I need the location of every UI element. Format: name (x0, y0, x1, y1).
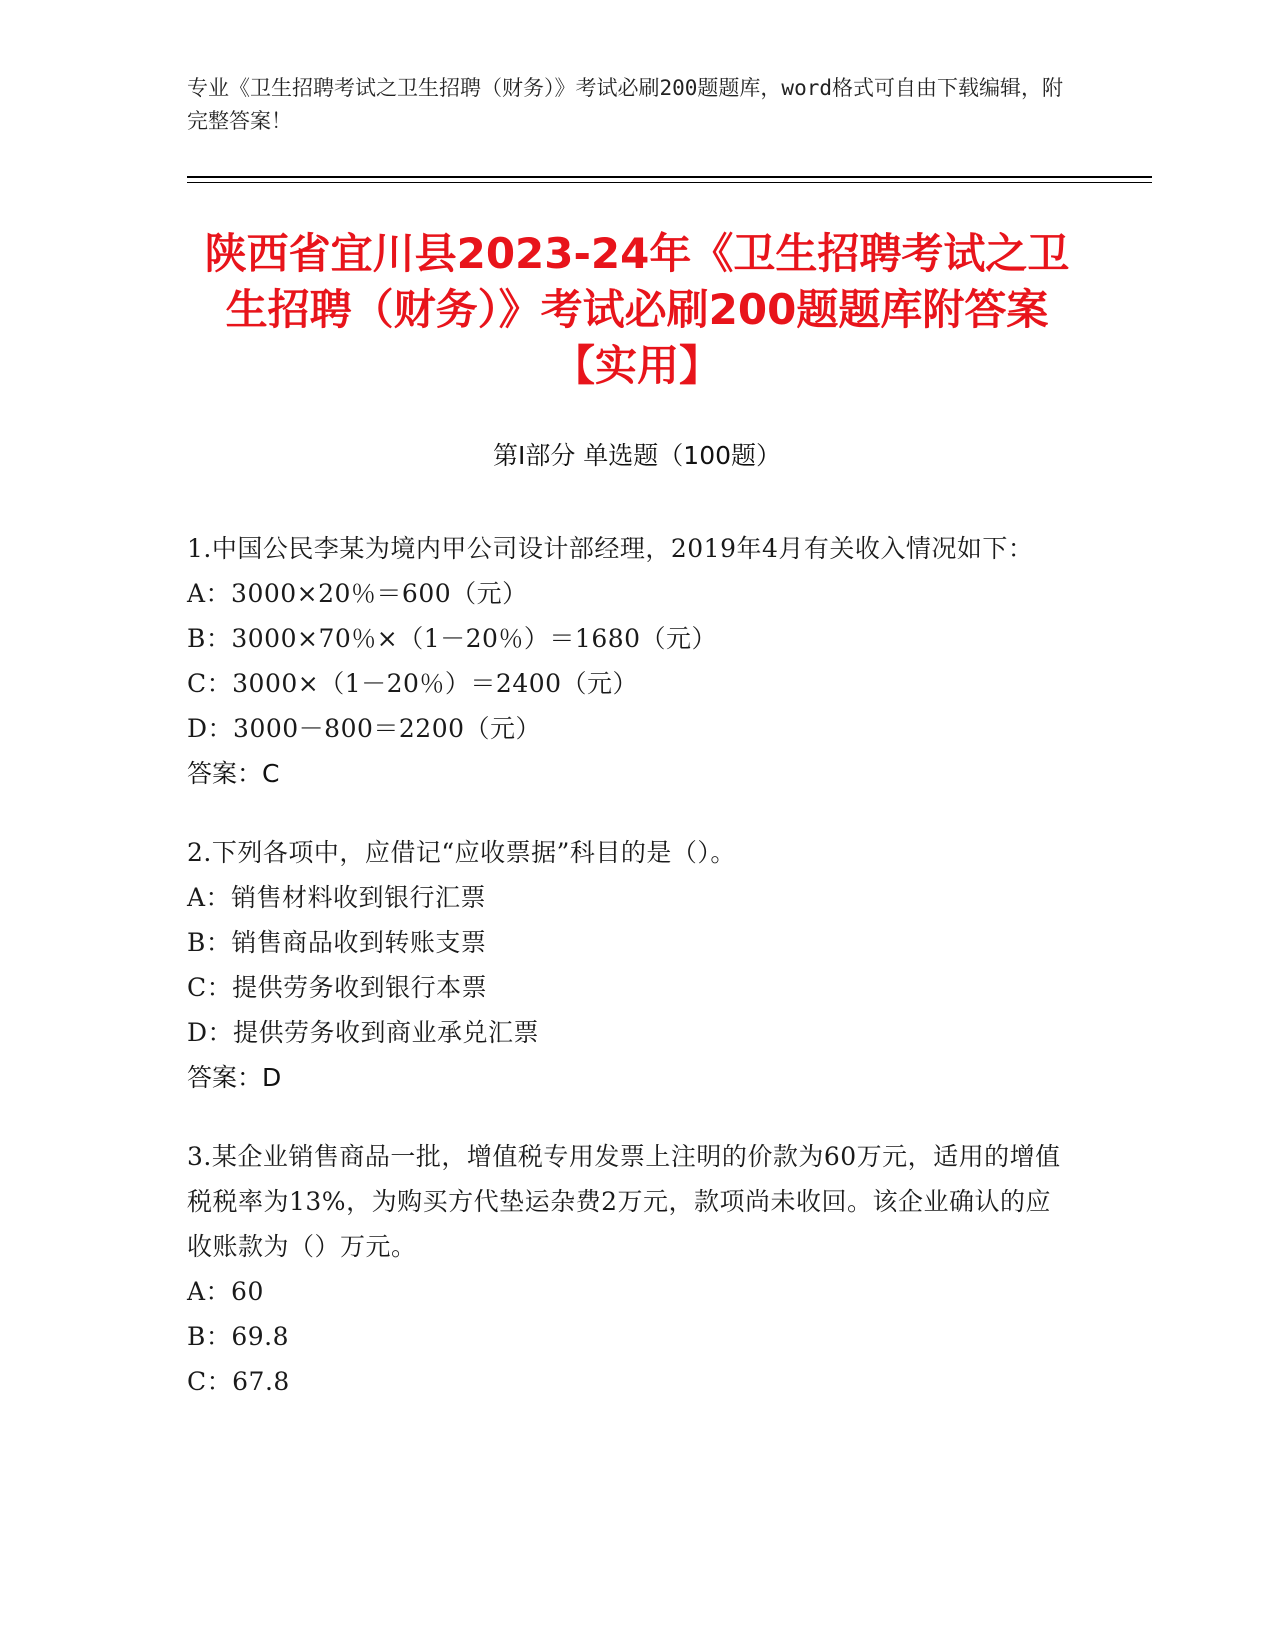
answer-line: 答案：C (187, 759, 280, 788)
question-item (187, 830, 1067, 1100)
answer-line: 答案：D (187, 1063, 282, 1092)
option-c: C：3000×（1－20％）＝2400（元） (187, 669, 639, 698)
header-divider-thin (187, 182, 1152, 183)
option-d: D：提供劳务收到商业承兑汇票 (187, 1018, 540, 1047)
header-divider-thick (187, 176, 1152, 178)
question-stem: 2.下列各项中，应借记“应收票据”科目的是（）。 (187, 838, 736, 867)
option-a: A：销售材料收到银行汇票 (187, 883, 487, 912)
question-item (187, 526, 1067, 796)
option-c: C：67.8 (187, 1367, 290, 1396)
question-stem: 1.中国公民李某为境内甲公司设计部经理，2019年4月有关收入情况如下： (187, 534, 1034, 563)
option-a: A：60 (187, 1277, 264, 1306)
option-d: D：3000－800＝2200（元） (187, 714, 542, 743)
option-b: B：69.8 (187, 1322, 290, 1351)
section-title: 第Ⅰ部分 单选题（100题） (492, 441, 782, 470)
option-a: A：3000×20％＝600（元） (187, 579, 528, 608)
document-title: 陕西省宜川县2023-24年《卫生招聘考试之卫生招聘（财务）》考试必刷200题题库附答案【实用】 (204, 229, 1070, 390)
question-item (187, 1134, 1067, 1404)
option-b: B：销售商品收到转账支票 (187, 928, 487, 957)
question-list (187, 526, 1067, 1438)
header-note: 专业《卫生招聘考试之卫生招聘（财务）》考试必刷200题题库，word格式可自由下载编辑，附完整答案！ (187, 76, 1063, 133)
question-stem: 3.某企业销售商品一批，增值税专用发票上注明的价款为60万元，适用的增值税税率为13%，为购买方代垫运杂费2万元，款项尚未收回。该企业确认的应收账款为（）万元。 (187, 1142, 1061, 1261)
option-b: B：3000×70％×（1－20％）＝1680（元） (187, 624, 718, 653)
option-c: C：提供劳务收到银行本票 (187, 973, 488, 1002)
